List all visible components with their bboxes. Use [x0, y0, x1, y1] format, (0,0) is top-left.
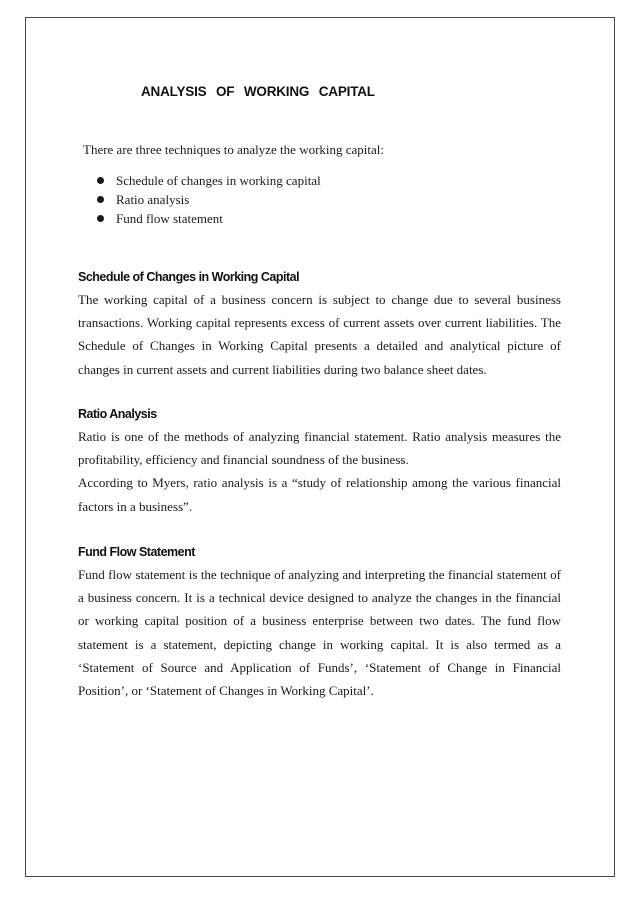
section-paragraph: Ratio is one of the methods of analyzing financial statement. Ratio analysis measures the profitability, efficiency and financial soundness of the business.	[78, 429, 561, 468]
techniques-list	[97, 171, 321, 228]
bullet-icon	[97, 196, 104, 203]
section-paragraph: The working capital of a business concern is subject to change due to several business transactions. Working capital represents excess of current assets over current liabilities. The Schedule of Changes in Working Capital presents a detailed and analytical picture of changes in current assets and current liabilities during two balance sheet dates.	[78, 292, 561, 377]
section-heading: Ratio Analysis	[78, 407, 157, 421]
list-item	[97, 190, 321, 209]
bullet-icon	[97, 177, 104, 184]
list-item-label: Schedule of changes in working capital	[116, 173, 321, 188]
list-item-label: Fund flow statement	[116, 211, 223, 226]
list-item-label: Ratio analysis	[116, 192, 190, 207]
list-item	[97, 209, 321, 228]
bullet-icon	[97, 215, 104, 222]
section-paragraph: Fund flow statement is the technique of analyzing and interpreting the financial statement of a business concern. It is a technical device designed to analyze the changes in the financial or working capital position of a business enterprise between two dates. The fund flow statement is a statement, depicting change in working capital. It is also termed as a ‘Statement of Source and Application of Funds’, ‘Statement of Change in Financial Position’, or ‘Statement of Changes in Working Capital’.	[78, 567, 561, 699]
intro-text: There are three techniques to analyze the working capital:	[83, 142, 385, 157]
document-title: ANALYSIS OF WORKING CAPITAL	[141, 84, 375, 99]
section-ratio-analysis	[78, 403, 561, 518]
section-fund-flow-statement	[78, 541, 561, 702]
section-heading: Schedule of Changes in Working Capital	[78, 270, 300, 284]
section-heading: Fund Flow Statement	[78, 545, 195, 559]
section-paragraph: According to Myers, ratio analysis is a “study of relationship among the various financial factors in a business”.	[78, 475, 561, 514]
section-schedule-of-changes	[78, 266, 561, 381]
list-item	[97, 171, 321, 190]
